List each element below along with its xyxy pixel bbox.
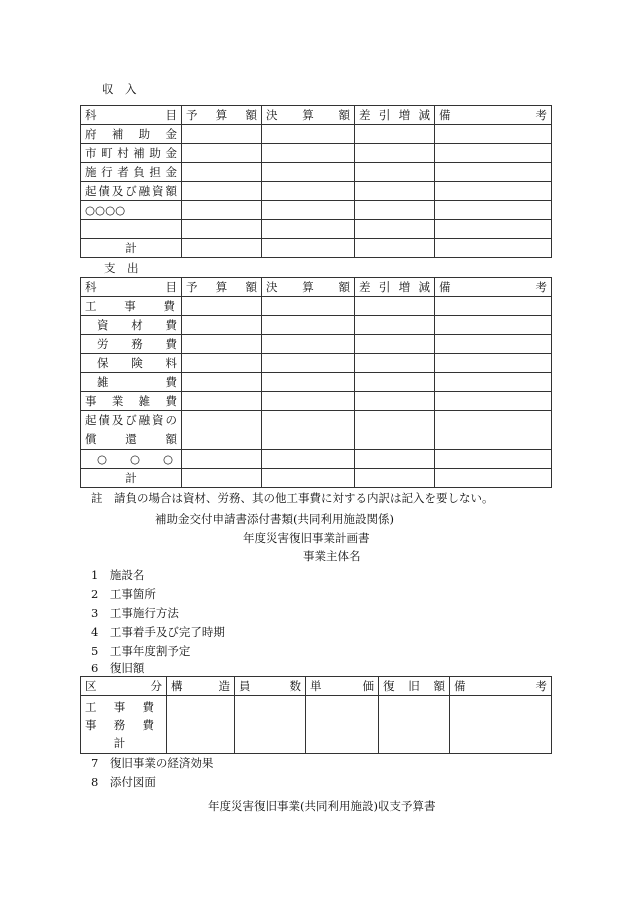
list-item: 2 工事箇所 — [91, 587, 156, 601]
table-row: 工 事 費 — [81, 297, 552, 316]
income-heading: 収 入 — [102, 82, 137, 96]
income-table — [80, 105, 552, 258]
expense-heading: 支 出 — [104, 261, 139, 275]
footer-title: 年度災害復旧事業(共同利用施設)収支予算書 — [208, 799, 436, 813]
table-row: ○ ○ ○ — [81, 450, 552, 469]
table-row: 資 材 費 — [81, 316, 552, 335]
note-text: 註 請負の場合は資材、労務、其の他工事費に対する内訳は記入を要しない。 — [91, 491, 494, 505]
expense-table — [80, 277, 552, 488]
table-total-row: 計 — [81, 239, 552, 258]
table-row: 施 行 者 負 担 金 — [81, 163, 552, 182]
header-diff: 差 引 増 減 — [355, 106, 435, 125]
list-item: 3 工事施行方法 — [91, 606, 179, 620]
table-row: 起 債 及 び 融 資 額 — [81, 182, 552, 201]
plan-title: 年度災害復旧事業計画書 — [243, 531, 370, 545]
table-header-row: 科 目 予 算 額 決 算 額 差 引 増 減 備 考 — [81, 278, 552, 297]
table-header-row — [81, 106, 552, 125]
table-row: 府 補 助 金 — [81, 125, 552, 144]
table-row: 起 債 及 び 融 資 の 償 還 額 — [81, 411, 552, 450]
table-row: 事 業 雑 費 — [81, 392, 552, 411]
list-item: 6 復旧額 — [91, 661, 145, 675]
list-item: 5 工事年度割予定 — [91, 644, 191, 658]
table-row: ○○○○ — [81, 201, 552, 220]
header-budget: 予 算 額 — [182, 106, 262, 125]
table-row — [81, 220, 552, 239]
header-subject: 科 目 — [81, 106, 182, 125]
table-row: 雑 費 — [81, 373, 552, 392]
table-header-row: 区 分 構 造 員 数 単 価 復 旧 額 備 考 — [81, 677, 552, 696]
list-item: 4 工事着手及び完了時期 — [91, 625, 225, 639]
header-remarks: 備 考 — [435, 106, 552, 125]
table-row: 工 事 費 事 務 費 計 — [81, 696, 552, 754]
list-item: 8 添付図面 — [91, 775, 156, 789]
table-row: 労 務 費 — [81, 335, 552, 354]
list-item: 7 復旧事業の経済効果 — [91, 756, 214, 770]
table-row: 市 町 村 補 助 金 — [81, 144, 552, 163]
entity-label: 事業主体名 — [303, 549, 361, 563]
table-row: 保 険 料 — [81, 354, 552, 373]
form-title: 補助金交付申請書添付書類(共同利用施設関係) — [155, 512, 394, 526]
restore-table — [80, 676, 552, 754]
header-settlement: 決 算 額 — [262, 106, 355, 125]
table-total-row: 計 — [81, 469, 552, 488]
list-item: 1 施設名 — [91, 568, 145, 582]
